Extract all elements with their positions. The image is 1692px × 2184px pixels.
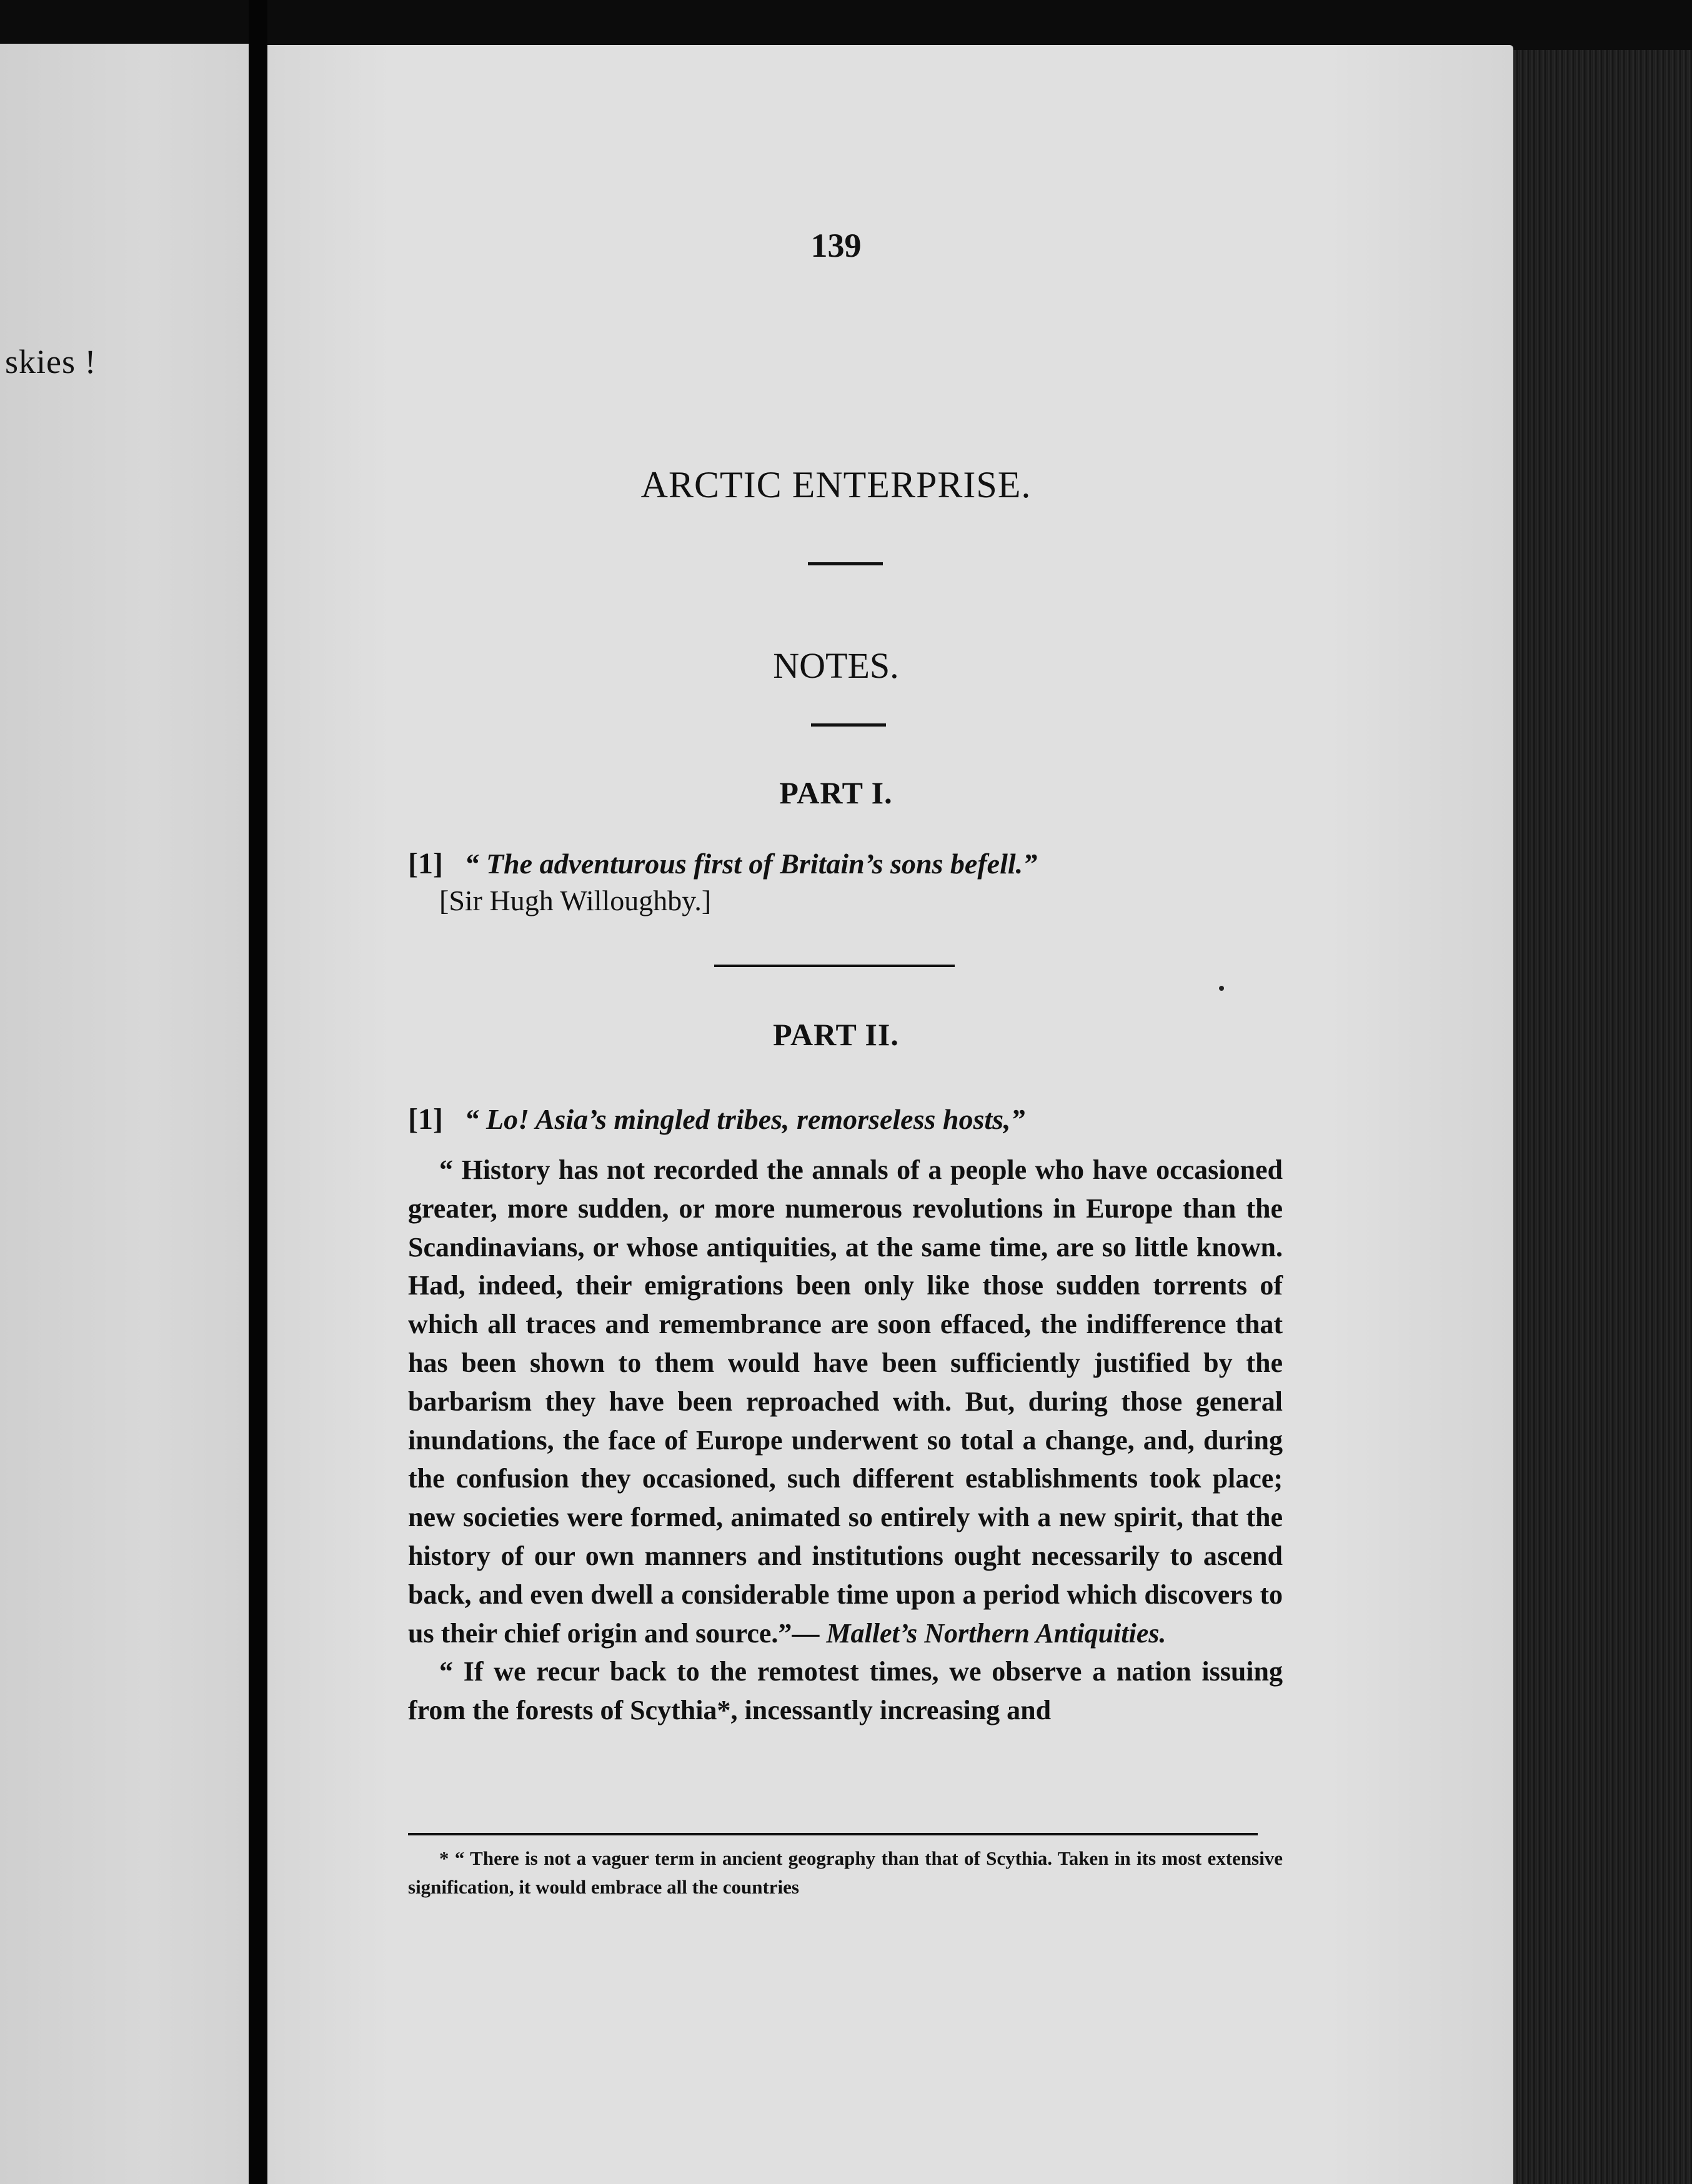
part-1-note (408, 846, 1037, 881)
book-gutter (249, 0, 267, 2184)
part-1-note-marker: [1] (408, 847, 443, 880)
citation: Mallet’s Northern Antiquities. (826, 1617, 1167, 1649)
part-2-paragraph-2: “ If we recur back to the remotest times, we observe a nation issuing from the forests of Scythia*, incessantly increasing and (408, 1656, 1283, 1726)
title-divider (808, 562, 883, 565)
part-2-note-quote: “ Lo! Asia’s mingled tribes, remorseless hosts,” (464, 1103, 1025, 1135)
footnote (408, 1844, 1283, 1902)
right-page (267, 45, 1513, 2184)
part-1-note-reference: [Sir Hugh Willoughby.] (439, 885, 712, 916)
section-subtitle: NOTES. (773, 645, 899, 686)
page-number: 139 (810, 227, 862, 264)
left-page-text-fragment: skies ! (5, 343, 97, 380)
page-title: ARCTIC ENTERPRISE. (640, 464, 1032, 505)
part-1-note-quote: “ The adventurous first of Britain’s sons befell.” (464, 848, 1038, 880)
paragraph-1-text: “ History has not recorded the annals of a people who have occasioned greater, more sudden, or more numerous revolutions in Europe than the Scandinavians, or whose antiquities, at the same time, are so little known. Had, indeed, their emigrations been only like those sudden torrents of which all traces and remembrance are soon effaced, the indifference that has been shown to them would have been sufficiently justified by the barbarism they have been reproached with. But, during those general inundations, the face of Europe underwent so total a change, and, during the confusion they occasioned, such different establishments took place; new societies were formed, animated so entirely with a new spirit, that the history of our own manners and institutions ought necessarily to ascend back, and even dwell a considerable time upon a period which discovers to us their chief origin and source.”— (408, 1154, 1283, 1649)
left-facing-page (0, 44, 249, 2184)
page-edges (1513, 50, 1692, 2184)
part-divider (714, 965, 955, 967)
part-2-note-marker: [1] (408, 1103, 443, 1136)
footnote-divider (408, 1833, 1258, 1835)
part-2-paragraph-1 (408, 1151, 1283, 1652)
subtitle-divider (811, 723, 886, 727)
scan-speck (1219, 986, 1224, 991)
part-2-note (408, 1102, 1025, 1136)
part-1-heading: PART I. (779, 775, 893, 810)
part-2-heading: PART II. (773, 1017, 899, 1052)
footnote-text: * “ There is not a vaguer term in ancient geography than that of Scythia. Taken in its most extensive signification, it would embrace all the countries (408, 1847, 1283, 1898)
part-2-body (408, 1151, 1283, 1730)
